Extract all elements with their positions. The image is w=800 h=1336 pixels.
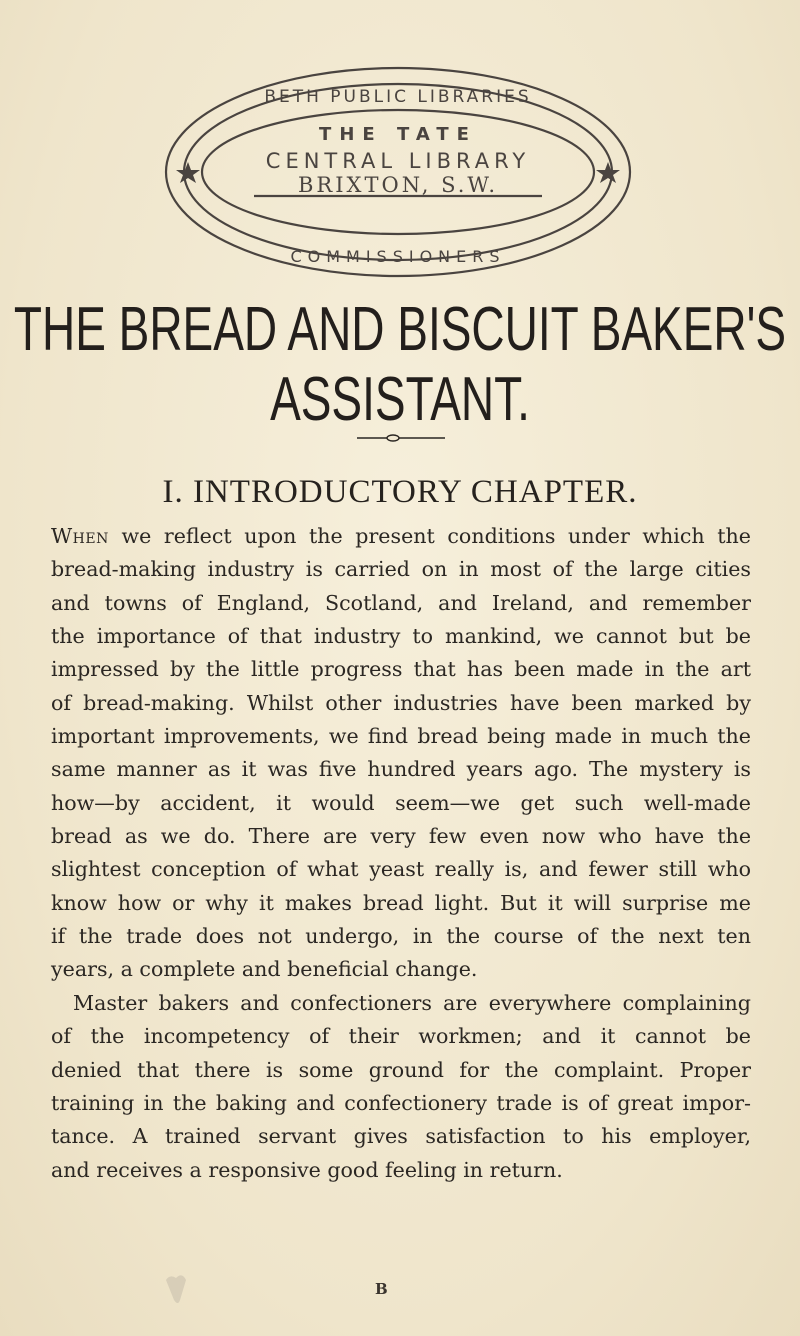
text-line: training in the baking and confectionery trade is of great impor- <box>51 1090 751 1115</box>
text-line: years, a complete and beneficial change. <box>51 957 478 982</box>
stamp-ring-top: BETH PUBLIC LIBRARIES <box>264 87 532 107</box>
ink-smudge <box>160 1270 196 1310</box>
signature-mark: B <box>375 1280 388 1298</box>
stamp-line-3: BRIXTON, S.W. <box>298 173 498 197</box>
star-icon <box>176 162 200 183</box>
text-line: denied that there is some ground for the complaint. Proper <box>51 1057 751 1082</box>
book-title-line-1: THE BREAD AND BISCUIT BAKER'S <box>13 293 787 364</box>
text-line: the importance of that industry to mankind, we cannot but be <box>51 624 751 649</box>
text-line-1: When we reflect upon the present conditions under which the <box>51 524 751 548</box>
stamp-line-1: THE TATE <box>319 124 477 145</box>
star-icon <box>596 162 620 183</box>
text-line: bread-making industry is carried on in most of the large cities <box>51 557 751 582</box>
ornamental-rule <box>357 434 445 442</box>
stamp-ring-bottom: COMMISSIONERS <box>290 247 506 266</box>
text-line: know how or why it makes bread light. But it will surprise me <box>51 890 751 915</box>
text-line: of the incompetency of their workmen; and it cannot be <box>51 1024 751 1049</box>
book-title-line-2: ASSISTANT. <box>270 363 530 434</box>
library-stamp <box>158 62 638 282</box>
text-line: tance. A trained servant gives satisfaction to his employer, <box>51 1124 751 1149</box>
text-line: same manner as it was five hundred years ago. The mystery is <box>51 757 751 782</box>
text-line: if the trade does not undergo, in the course of the next ten <box>51 924 751 949</box>
text-line: bread as we do. There are very few even now who have the <box>51 824 751 849</box>
body-text <box>51 520 751 1187</box>
text-line: important improvements, we find bread being made in much the <box>51 724 751 749</box>
stamp-line-2: CENTRAL LIBRARY <box>265 149 531 173</box>
text-line: how—by accident, it would seem—we get such well-made <box>51 790 751 815</box>
text-line: slightest conception of what yeast really is, and fewer still who <box>51 857 751 882</box>
text-line: and towns of England, Scotland, and Ireland, and remember <box>51 590 751 615</box>
chapter-heading: I. INTRODUCTORY CHAPTER. <box>162 474 638 510</box>
lead-word: When <box>51 524 109 548</box>
text-line: Master bakers and confectioners are everywhere complaining <box>73 990 751 1015</box>
text-line: impressed by the little progress that has been made in the art <box>51 657 751 682</box>
library-stamp-graphic <box>158 62 638 282</box>
text-line: of bread-making. Whilst other industries have been marked by <box>51 690 751 715</box>
text-line: and receives a responsive good feeling in return. <box>51 1157 563 1182</box>
